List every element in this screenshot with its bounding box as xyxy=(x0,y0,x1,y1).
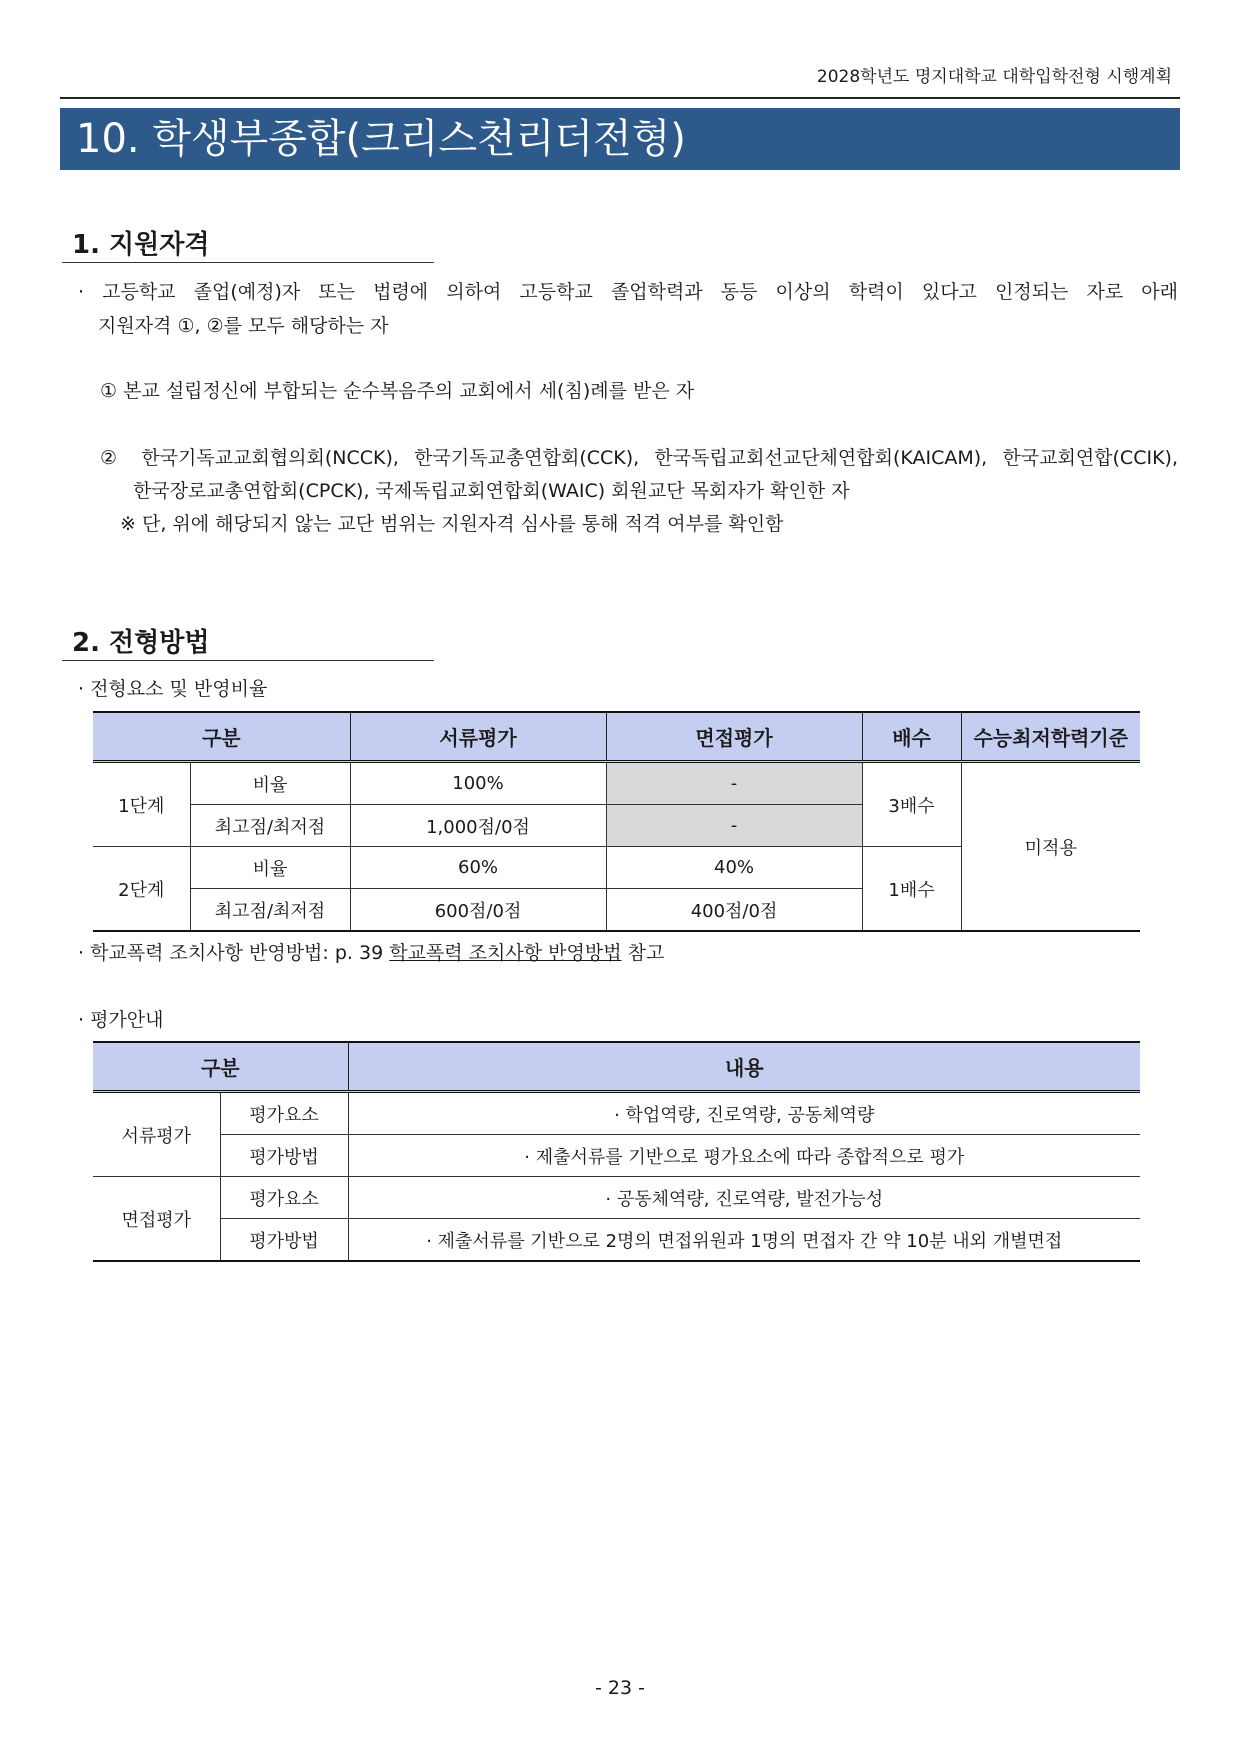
selection-ratio-table xyxy=(93,711,1140,932)
eligibility-intro-line1: · 고등학교 졸업(예정)자 또는 법령에 의하여 고등학교 졸업학력과 동등 이상의 학력이 있다고 인정되는 자로 아래 xyxy=(78,281,1178,303)
stage2-doc-score: 600점/0점 xyxy=(350,889,606,932)
header-category: 구분 xyxy=(93,1042,348,1092)
stage2-doc-ratio: 60% xyxy=(350,847,606,889)
eligibility-note: ※ 단, 위에 해당되지 않는 교단 범위는 지원자격 심사를 통해 적격 여부를 확인함 xyxy=(120,513,784,535)
evaluation-guide-table xyxy=(93,1041,1140,1262)
header-multiple: 배수 xyxy=(862,712,961,762)
row-ratio-label: 비율 xyxy=(190,762,350,805)
header-document-eval: 서류평가 xyxy=(350,712,606,762)
doc-eval-elements: · 학업역량, 진로역량, 공동체역량 xyxy=(348,1092,1140,1135)
header-category: 구분 xyxy=(93,712,350,762)
header-content: 내용 xyxy=(348,1042,1140,1092)
elements-label: 평가요소 xyxy=(220,1092,348,1135)
stage-2-label: 2단계 xyxy=(93,847,190,932)
evaluation-guide-label: · 평가안내 xyxy=(78,1009,164,1031)
interview-eval-label: 면접평가 xyxy=(93,1177,220,1262)
ratio-label: · 전형요소 및 반영비율 xyxy=(78,678,268,700)
violence-reference-link[interactable]: 학교폭력 조치사항 반영방법 xyxy=(389,942,622,964)
eligibility-item-1: ① 본교 설립정신에 부합되는 순수복음주의 교회에서 세(침)례를 받은 자 xyxy=(100,380,695,402)
stage-1-multiple: 3배수 xyxy=(862,762,961,847)
stage-1-label: 1단계 xyxy=(93,762,190,847)
stage2-interview-ratio: 40% xyxy=(606,847,862,889)
eligibility-item-2-line1: ② 한국기독교교회협의회(NCCK), 한국기독교총연합회(CCK), 한국독립교회선교단체연합회(KAICAM), 한국교회연합(CCIK), xyxy=(100,447,1178,469)
section-heading-rule xyxy=(62,262,434,263)
table-header-row xyxy=(93,712,1140,762)
table-row xyxy=(93,1135,1140,1177)
school-violence-note xyxy=(78,938,664,965)
interview-eval-elements: · 공동체역량, 진로역량, 발전가능성 xyxy=(348,1177,1140,1219)
table-header-row xyxy=(93,1042,1140,1092)
min-standard-value: 미적용 xyxy=(961,762,1140,932)
table-row xyxy=(93,762,1140,805)
stage-2-multiple: 1배수 xyxy=(862,847,961,932)
row-score-label: 최고점/최저점 xyxy=(190,805,350,847)
stage1-interview-score: - xyxy=(606,805,862,847)
section-heading-rule xyxy=(62,660,434,661)
row-score-label: 최고점/최저점 xyxy=(190,889,350,932)
stage1-doc-ratio: 100% xyxy=(350,762,606,805)
header-min-standard: 수능최저학력기준 xyxy=(961,712,1140,762)
eligibility-intro-line2: 지원자격 ①, ②를 모두 해당하는 자 xyxy=(98,315,389,337)
doc-eval-label: 서류평가 xyxy=(93,1092,220,1177)
table-row xyxy=(93,1177,1140,1219)
violence-suffix: 참고 xyxy=(621,942,665,964)
page-number: - 23 - xyxy=(595,1677,645,1699)
method-label: 평가방법 xyxy=(220,1219,348,1262)
elements-label: 평가요소 xyxy=(220,1177,348,1219)
row-ratio-label: 비율 xyxy=(190,847,350,889)
table-row xyxy=(93,1219,1140,1262)
page-title: 10. 학생부종합(크리스천리더전형) xyxy=(60,108,1180,170)
section-heading-selection-method: 2. 전형방법 xyxy=(72,628,210,658)
document-header-title: 2028학년도 명지대학교 대학입학전형 시행계획 xyxy=(816,67,1172,87)
stage2-interview-score: 400점/0점 xyxy=(606,889,862,932)
violence-prefix: · 학교폭력 조치사항 반영방법: p. 39 xyxy=(78,942,390,964)
interview-eval-method: · 제출서류를 기반으로 2명의 면접위원과 1명의 면접자 간 약 10분 내외 개별면접 xyxy=(348,1219,1140,1262)
table-row xyxy=(93,1092,1140,1135)
doc-eval-method: · 제출서류를 기반으로 평가요소에 따라 종합적으로 평가 xyxy=(348,1135,1140,1177)
stage1-doc-score: 1,000점/0점 xyxy=(350,805,606,847)
stage1-interview-ratio: - xyxy=(606,762,862,805)
method-label: 평가방법 xyxy=(220,1135,348,1177)
header-rule xyxy=(60,97,1180,99)
section-heading-eligibility: 1. 지원자격 xyxy=(72,230,210,260)
header-interview-eval: 면접평가 xyxy=(606,712,862,762)
eligibility-item-2-line2: 한국장로교총연합회(CPCK), 국제독립교회연합회(WAIC) 회원교단 목회자가 확인한 자 xyxy=(133,480,850,502)
